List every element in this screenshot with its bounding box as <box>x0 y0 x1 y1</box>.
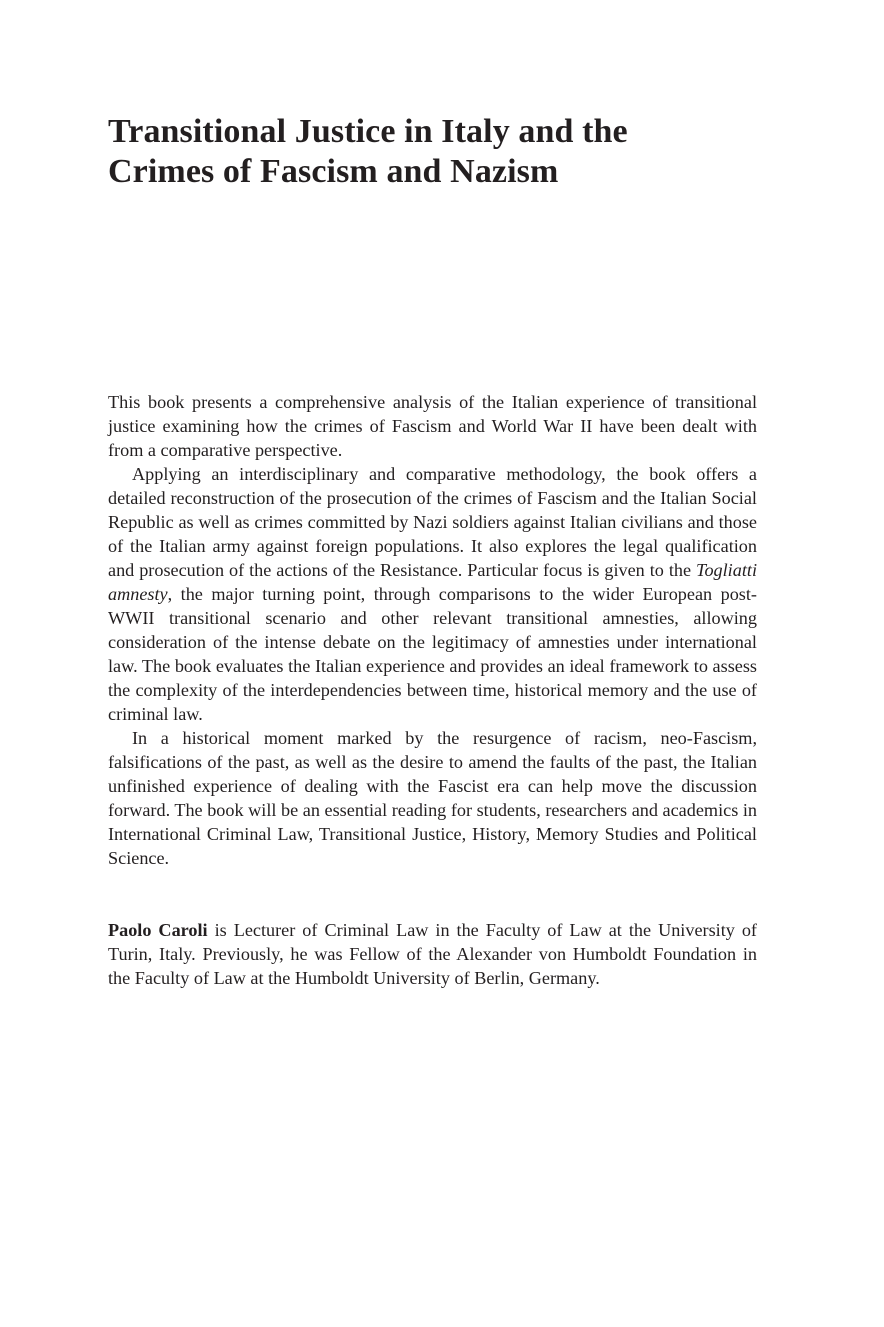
author-bio-text: is Lecturer of Criminal Law in the Faculty of Law at the University of Turin, Italy. Previously, he was Fellow of the Alexander von Humboldt Foundation in the Faculty of Law at the Humboldt University of Berlin, Germany. <box>108 920 757 988</box>
book-description <box>108 390 757 870</box>
author-bio <box>108 918 757 990</box>
author-name: Paolo Caroli <box>108 920 208 940</box>
description-paragraph-1: This book presents a comprehensive analysis of the Italian experience of transitional justice examining how the crimes of Fascism and World War II have been dealt with from a comparative perspective. <box>108 392 757 460</box>
book-title-line-2: Crimes of Fascism and Nazism <box>108 153 559 190</box>
description-paragraph-2-text-a: Applying an interdisciplinary and comparative methodology, the book offers a detailed reconstruction of the prosecution of the crimes of Fascism and the Italian Social Republic as well as crimes committed by Nazi soldiers against Italian civilians and those of the Italian army against foreign populations. It also explores the legal qualification and prosecution of the actions of the Resistance. Particular focus is given to the <box>108 464 757 580</box>
description-paragraph-2-text-b: , the major turning point, through comparisons to the wider European post-WWII transitional scenario and other relevant transitional amnesties, allowing consideration of the intense debate on the legitimacy of amnesties under international law. The book evaluates the Italian experience and provides an ideal framework to assess the complexity of the interdependencies between time, historical memory and the use of criminal law. <box>108 584 757 724</box>
description-paragraph-3: In a historical moment marked by the resurgence of racism, neo-Fascism, falsifications of the past, as well as the desire to amend the faults of the past, the Italian unfinished experience of dealing with the Fascist era can help move the discussion forward. The book will be an essential reading for students, researchers and academics in International Criminal Law, Transitional Justice, History, Memory Studies and Political Science. <box>108 728 757 868</box>
book-title <box>108 112 768 192</box>
amnesty-term: Togliatti amnesty <box>108 560 757 604</box>
description-paragraph-2 <box>108 462 757 726</box>
book-title-line-1: Transitional Justice in Italy and the <box>108 113 628 150</box>
